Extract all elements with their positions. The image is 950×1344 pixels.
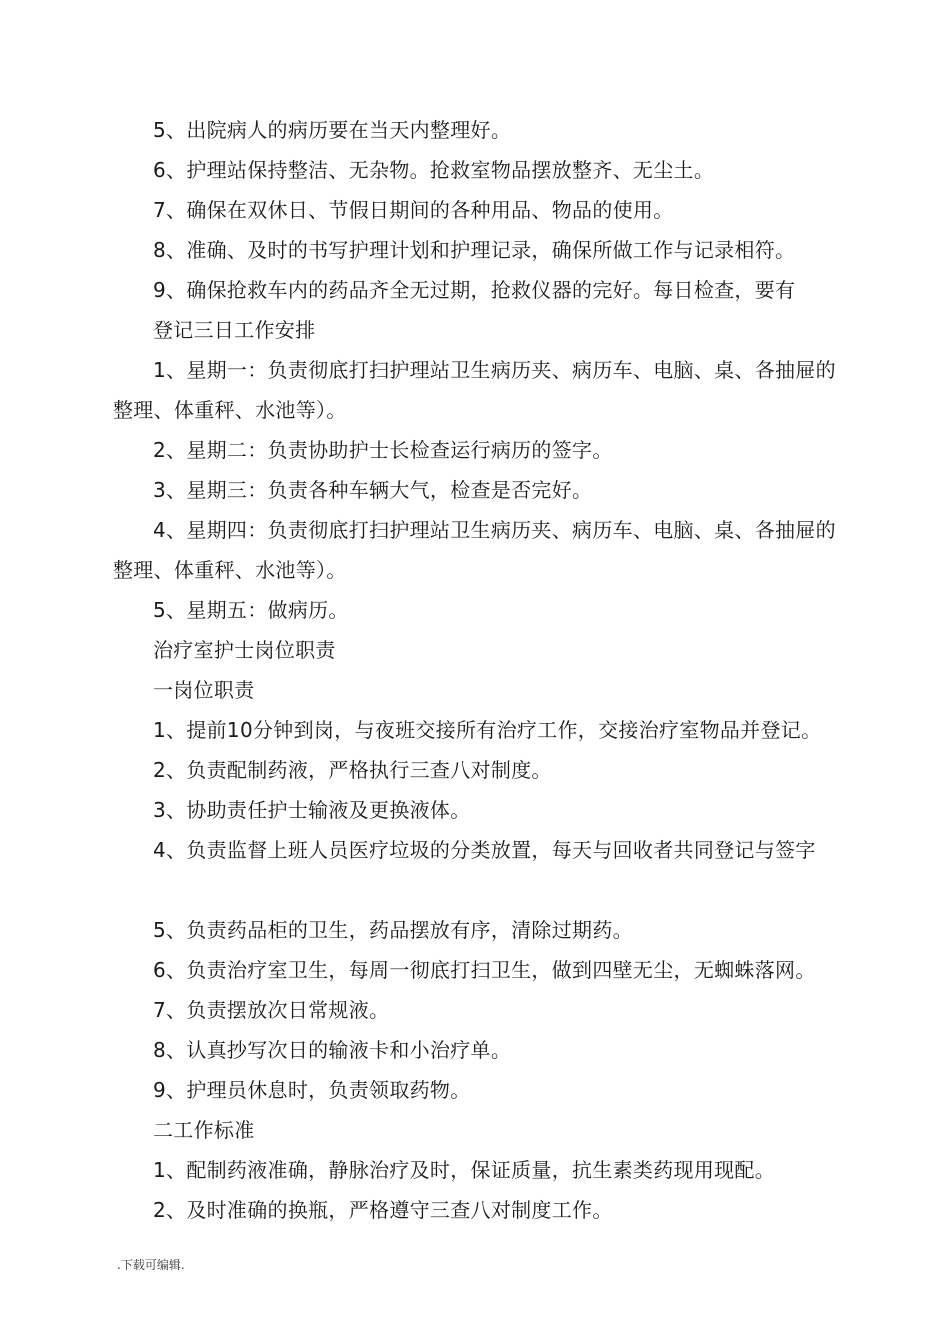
- paragraph: 6、护理站保持整洁、无杂物。抢救室物品摆放整齐、无尘土。: [153, 158, 715, 182]
- paragraph: 2、负责配制药液，严格执行三查八对制度。: [153, 758, 552, 782]
- section-heading: 一岗位职责: [153, 678, 255, 702]
- section-heading: 登记三日工作安排: [153, 318, 316, 342]
- paragraph: 7、确保在双休日、节假日期间的各种用品、物品的使用。: [153, 198, 674, 222]
- paragraph: 6、负责治疗室卫生，每周一彻底打扫卫生，做到四壁无尘，无蜘蛛落网。: [153, 958, 816, 982]
- paragraph: 5、负责药品柜的卫生，药品摆放有序，清除过期药。: [153, 918, 633, 942]
- paragraph: 7、负责摆放次日常规液。: [153, 998, 390, 1022]
- paragraph: 1、提前10分钟到岗，与夜班交接所有治疗工作，交接治疗室物品并登记。: [153, 718, 822, 742]
- paragraph: 2、及时准确的换瓶，严格遵守三查八对制度工作。: [153, 1198, 613, 1222]
- paragraph: 2、星期二：负责协助护士长检查运行病历的签字。: [153, 438, 613, 462]
- paragraph: 3、协助责任护士输液及更换液体。: [153, 798, 471, 822]
- paragraph: 5、星期五：做病历。: [153, 598, 349, 622]
- section-heading: 治疗室护士岗位职责: [153, 638, 336, 662]
- paragraph: 9、护理员休息时，负责领取药物。: [153, 1078, 471, 1102]
- paragraph: 1、配制药液准确，静脉治疗及时，保证质量，抗生素类药现用现配。: [153, 1158, 776, 1182]
- paragraph: 1、星期一：负责彻底打扫护理站卫生病历夹、病历车、电脑、桌、各抽屉的整理、体重秤、水池等）。: [113, 358, 836, 422]
- paragraph: 8、准确、及时的书写护理计划和护理记录，确保所做工作与记录相符。: [153, 238, 796, 262]
- section-heading: 二工作标准: [153, 1118, 255, 1142]
- paragraph: 4、负责监督上班人员医疗垃圾的分类放置，每天与回收者共同登记与签字: [153, 838, 816, 862]
- paragraph: 4、星期四：负责彻底打扫护理站卫生病历夹、病历车、电脑、桌、各抽屉的整理、体重秤、水池等）。: [113, 518, 836, 582]
- footer-note: .下载可编辑.: [117, 1258, 185, 1272]
- paragraph: 5、出院病人的病历要在当天内整理好。: [153, 118, 512, 142]
- paragraph: 3、星期三：负责各种车辆大气，检查是否完好。: [153, 478, 593, 502]
- paragraph: 8、认真抄写次日的输液卡和小治疗单。: [153, 1038, 512, 1062]
- paragraph: 9、确保抢救车内的药品齐全无过期，抢救仪器的完好。每日检查，要有: [153, 278, 796, 302]
